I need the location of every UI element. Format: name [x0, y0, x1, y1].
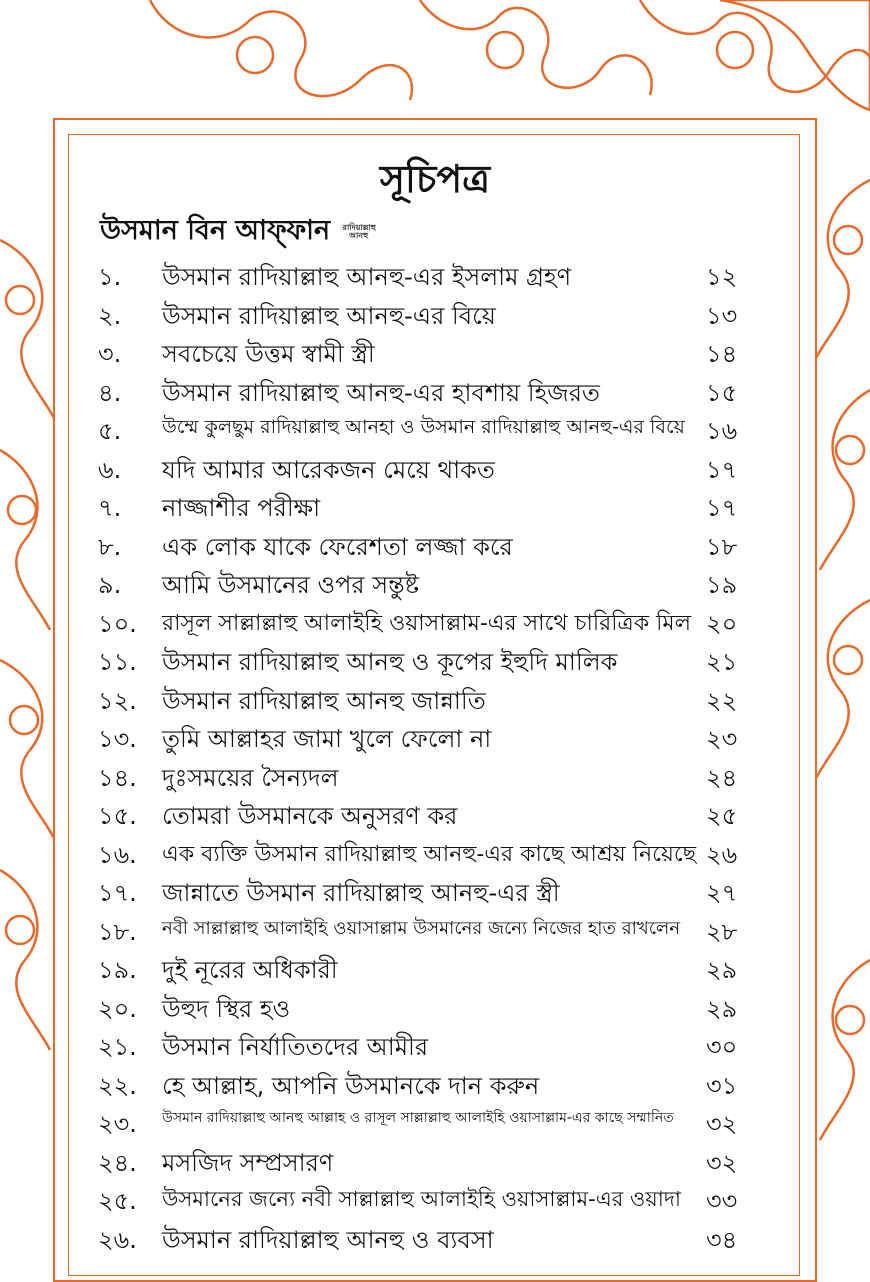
- toc-entry: [0, 760, 870, 798]
- toc-entry-title: উসমান রাদিয়াল্লাহু আনহু-এর বিয়ে: [162, 301, 496, 330]
- toc-entry-page: ১৯: [706, 571, 738, 599]
- toc-entry-number: ৭.: [98, 494, 122, 522]
- toc-entry: [0, 375, 870, 413]
- toc-entry-number: ১৩.: [98, 725, 137, 753]
- toc-entry: [0, 1068, 870, 1106]
- toc-entry: [0, 413, 870, 451]
- toc-entry-page: ২১: [706, 648, 738, 676]
- toc-entry-title: যদি আমার আরেকজন মেয়ে থাকত: [162, 455, 495, 484]
- toc-entry-number: ১৬.: [98, 840, 137, 869]
- toc-entry-page: ১৩: [706, 301, 738, 330]
- toc-entry-number: ১৮.: [98, 917, 137, 946]
- toc-entry: [0, 1106, 870, 1144]
- toc-entry-title: উসমান রাদিয়াল্লাহু আনহু ও কূপের ইহুদি মালিক: [162, 648, 618, 676]
- toc-entry-number: ২৬.: [98, 1225, 137, 1254]
- toc-entry: [0, 452, 870, 490]
- toc-entry-title: নাজ্জাশীর পরীক্ষা: [162, 494, 321, 522]
- honorific-mark: রাদিয়াল্লাহু আনহু: [342, 222, 376, 240]
- toc-entry-page: ২২: [706, 686, 738, 715]
- toc-entry-title: উসমান নির্যাতিতদের আমীর: [162, 1033, 429, 1061]
- toc-entry-page: ১৬: [706, 417, 738, 445]
- toc-entry-title: নবী সাল্লাল্লাহু আলাইহি ওয়াসাল্লাম উসমানের জন্যে নিজের হাত রাখলেন: [162, 917, 681, 939]
- toc-entry-page: ১৮: [706, 532, 738, 561]
- toc-entry-title: তোমরা উসমানকে অনুসরণ কর: [162, 802, 458, 830]
- toc-entry-page: ২৪: [706, 763, 738, 792]
- toc-entry-title: উসমান রাদিয়াল্লাহু আনহু জান্নাতি: [162, 686, 486, 715]
- toc-entry: [0, 991, 870, 1029]
- toc-entry: [0, 606, 870, 644]
- toc-entry: [0, 1029, 870, 1067]
- toc-entry-number: ৪.: [98, 378, 122, 407]
- toc-entry-page: ১৭: [706, 494, 738, 522]
- toc-entry-number: ১৭.: [98, 879, 137, 907]
- toc-entry: [0, 259, 870, 297]
- toc-entry-number: ২১.: [98, 1033, 137, 1061]
- toc-entry-title: দুই নূরের অধিকারী: [162, 956, 338, 984]
- toc-entry-number: ১৪.: [98, 763, 137, 792]
- toc-entry-title: উসমান রাদিয়াল্লাহু আনহু আল্লাহ ও রাসূল সাল্লাল্লাহু আলাইহি ওয়াসাল্লাম-এর কাছে সম্মানিত: [162, 1110, 674, 1126]
- toc-entry: [0, 490, 870, 528]
- toc-entry-page: ১৫: [706, 378, 738, 407]
- toc-entry-page: ২৮: [706, 917, 738, 946]
- toc-entry-number: ১০.: [98, 609, 137, 638]
- toc-entry: [0, 336, 870, 374]
- toc-entry: [0, 837, 870, 875]
- toc-entry: [0, 1183, 870, 1221]
- toc-entry-page: ২৬: [706, 840, 738, 869]
- toc-entry-number: ৬.: [98, 455, 122, 484]
- toc-entry-title: এক ব্যক্তি উসমান রাদিয়াল্লাহু আনহু-এর কাছে আশ্রয় নিয়েছে: [162, 841, 697, 867]
- toc-entry-title: মসজিদ সম্প্রসারণ: [162, 1148, 334, 1177]
- toc-entry: [0, 798, 870, 836]
- toc-entry-title: উসমান রাদিয়াল্লাহু আনহু-এর ইসলাম গ্রহণ: [162, 263, 572, 291]
- toc-entry-title: উসমান রাদিয়াল্লাহু আনহু-এর হাবশায় হিজরত: [162, 378, 600, 407]
- toc-entry-number: ২০.: [98, 994, 137, 1023]
- toc-entry: [0, 567, 870, 605]
- toc-entry-page: ৩২: [706, 1110, 738, 1138]
- toc-entry-number: ১৯.: [98, 956, 137, 984]
- toc-entry: [0, 721, 870, 759]
- toc-entry: [0, 1222, 870, 1260]
- toc-entry: [0, 1145, 870, 1183]
- toc-entry-title: তুমি আল্লাহর জামা খুলে ফেলো না: [162, 725, 492, 753]
- toc-entry: [0, 529, 870, 567]
- page-title: সূচিপত্র: [379, 156, 491, 201]
- toc-entry: [0, 952, 870, 990]
- toc-entry-number: ১.: [98, 263, 122, 291]
- toc-entry-title: রাসূল সাল্লাল্লাহু আলাইহি ওয়াসাল্লাম-এর সাথে চারিত্রিক মিল: [162, 610, 691, 636]
- toc-entry-number: ৫.: [98, 417, 122, 445]
- toc-entry-number: ১৫.: [98, 802, 137, 830]
- toc-entry-title: জান্নাতে উসমান রাদিয়াল্লাহু আনহু-এর স্ত্রী: [162, 879, 560, 907]
- toc-entry-page: ৩১: [706, 1071, 738, 1100]
- toc-entry-number: ১২.: [98, 686, 137, 715]
- toc-entry-title: উহুদ স্থির হও: [162, 994, 291, 1023]
- toc-entry: [0, 298, 870, 336]
- toc-entry-title: উসমানের জন্যে নবী সাল্লাল্লাহু আলাইহি ওয়াসাল্লাম-এর ওয়াদা: [162, 1187, 681, 1211]
- toc-entry-page: ১৪: [706, 340, 738, 368]
- toc-entry-number: ৮.: [98, 532, 122, 561]
- toc-entry: [0, 683, 870, 721]
- toc-entry-title: সবচেয়ে উত্তম স্বামী স্ত্রী: [162, 340, 375, 368]
- toc-entry-page: ২৭: [706, 879, 738, 907]
- toc-entry-page: ২৯: [706, 956, 738, 984]
- section-title: [100, 210, 378, 255]
- toc-entry: [0, 875, 870, 913]
- toc-entry-page: ৩৩: [706, 1187, 738, 1215]
- toc-entry-page: ৩৪: [706, 1225, 738, 1254]
- toc-entry-page: ২৫: [706, 802, 738, 830]
- toc-entry-number: ২৪.: [98, 1148, 137, 1177]
- toc-entry-number: ২.: [98, 301, 122, 330]
- toc-entry-title: আমি উসমানের ওপর সন্তুষ্ট: [162, 571, 420, 599]
- toc-entry-title: উম্মে কুলছুম রাদিয়াল্লাহু আনহা ও উসমান রাদিয়াল্লাহু আনহু-এর বিয়ে: [162, 416, 685, 438]
- toc-entry-number: ২২.: [98, 1071, 137, 1100]
- toc-entry-number: ২৩.: [98, 1110, 137, 1138]
- toc-entry-page: ১২: [706, 263, 738, 291]
- section-title-text: উসমান বিন আফ্ফান: [100, 215, 331, 246]
- toc-entry-page: ৩২: [706, 1148, 738, 1177]
- toc-entry-number: ৯.: [98, 571, 122, 599]
- toc-entry-page: ১৭: [706, 455, 738, 484]
- toc-entry-number: ১১.: [98, 648, 137, 676]
- toc-entry: [0, 914, 870, 952]
- toc-entry-page: ২৯: [706, 994, 738, 1023]
- toc-entry-title: এক লোক যাকে ফেরেশতা লজ্জা করে: [162, 532, 513, 561]
- toc-entry: [0, 644, 870, 682]
- toc-entry-page: ৩০: [706, 1033, 738, 1061]
- toc-entry-number: ২৫.: [98, 1187, 137, 1215]
- toc-entry-page: ২৩: [706, 725, 738, 753]
- toc-entry-title: দুঃসময়ের সৈন্যদল: [162, 763, 339, 792]
- toc-entry-number: ৩.: [98, 340, 122, 368]
- toc-entry-page: ২০: [706, 609, 738, 638]
- toc-entry-title: হে আল্লাহ, আপনি উসমানকে দান করুন: [162, 1071, 540, 1100]
- toc-entry-title: উসমান রাদিয়াল্লাহু আনহু ও ব্যবসা: [162, 1225, 494, 1254]
